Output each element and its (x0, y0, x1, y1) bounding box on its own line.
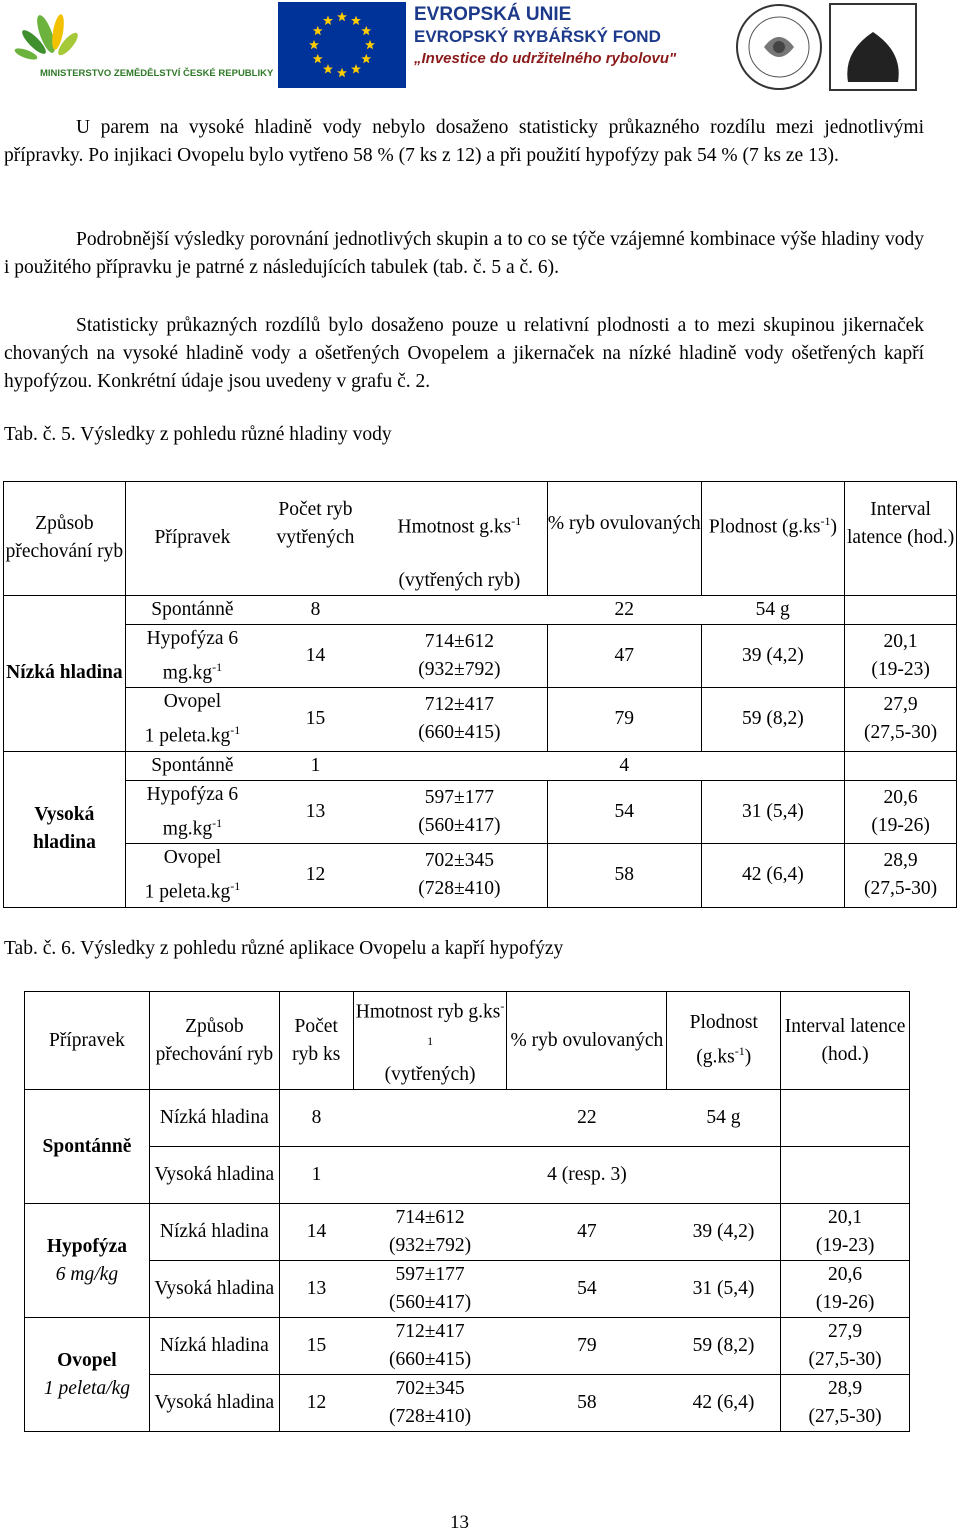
mass-cell: 597±177 (560±417) (372, 780, 548, 844)
page-number: 13 (450, 1512, 469, 1533)
t6-header-pocet: Počet ryb ks (279, 992, 353, 1090)
t6-header-zpusob: Způsob přechování ryb (149, 992, 279, 1090)
t5-header-zpusob: Způsob přechování ryb (4, 482, 126, 596)
fish-institute-logo-icon (828, 2, 918, 92)
ovul-cell: 22 (507, 1090, 667, 1147)
t5-header-hmotnost: Hmotnost $g.ks^{-1}$ (372, 482, 548, 567)
preparation-group: Spontánně (25, 1090, 150, 1204)
latency-cell: 27,9 (27,5-30) (845, 688, 957, 752)
prep-cell: Spontánně (125, 751, 259, 780)
latency-cell: 28,9 (27,5-30) (781, 1375, 910, 1432)
count-cell: 13 (279, 1261, 353, 1318)
water-level-group: Nízká hladina (4, 595, 126, 751)
ovul-cell: 79 (547, 688, 701, 752)
eu-flag-icon (278, 2, 406, 88)
latency-cell: 20,1 (19-23) (781, 1204, 910, 1261)
ovul-cell: 58 (507, 1375, 667, 1432)
ovul-cell: 54 (547, 780, 701, 844)
water-level-cell: Vysoká hladina (149, 1375, 279, 1432)
fert-cell: 59 (8,2) (667, 1318, 781, 1375)
latency-cell (781, 1147, 910, 1204)
mass-cell (372, 595, 548, 624)
latency-cell: 27,9 (27,5-30) (781, 1318, 910, 1375)
ovul-cell: 54 (507, 1261, 667, 1318)
latency-cell: 20,1 (19-23) (845, 624, 957, 688)
t6-header-ovul: % ryb ovulovaných (507, 992, 667, 1090)
count-cell: 12 (259, 844, 372, 908)
latency-cell: 20,6 (19-26) (845, 780, 957, 844)
fert-cell: 31 (5,4) (667, 1261, 781, 1318)
fert-cell: 42 (6,4) (701, 844, 845, 908)
ovul-cell: 4 (547, 751, 701, 780)
preparation-group: Ovopel 1 peleta/kg (25, 1318, 150, 1432)
t6-header-interval: Interval latence (hod.) (781, 992, 910, 1090)
t6-header-plodnost: Plodnost $(g.ks^{-1})$ (667, 992, 781, 1090)
t5-header-interval: Interval latence (hod.) (845, 482, 957, 567)
latency-cell (845, 595, 957, 624)
t5-header-pripravek: Přípravek (125, 482, 259, 596)
paragraph-2: Podrobnější výsledky porovnání jednotlivých skupin a to co se týče vzájemné kombinace výše hladiny vody i použitého přípravku je patrné z následujících tabulek (tab. č. 5 a č. 6). (4, 229, 924, 278)
ovul-cell: 4 (resp. 3) (507, 1147, 667, 1204)
ovul-cell: 22 (547, 595, 701, 624)
t5-header-plodnost: Plodnost $(g.ks^{-1})$ (701, 482, 845, 567)
count-cell: 14 (279, 1204, 353, 1261)
count-cell: 8 (259, 595, 372, 624)
page-header (0, 0, 960, 95)
latency-cell (781, 1090, 910, 1147)
university-seal-icon (734, 2, 824, 92)
fert-cell (701, 751, 845, 780)
table5-caption: Tab. č. 5. Výsledky z pohledu různé hladiny vody (4, 424, 392, 445)
count-cell: 14 (259, 624, 372, 688)
prep-cell: Spontánně (125, 595, 259, 624)
count-cell: 8 (279, 1090, 353, 1147)
mass-cell: 714±612 (932±792) (353, 1204, 507, 1261)
t5-header-hmotnost-sub: (vytřených ryb) (372, 567, 548, 596)
prep-cell: Ovopel 1 $peleta.kg^{-1}$ (125, 844, 259, 908)
mass-cell: 714±612 (932±792) (372, 624, 548, 688)
mass-cell: 712±417 (660±415) (353, 1318, 507, 1375)
count-cell: 15 (259, 688, 372, 752)
count-cell: 1 (259, 751, 372, 780)
fert-cell: 54 g (701, 595, 845, 624)
ovul-cell: 58 (547, 844, 701, 908)
eu-line-1: EVROPSKÁ UNIE (414, 4, 572, 25)
water-level-cell: Vysoká hladina (149, 1147, 279, 1204)
mass-cell: 702±345 (728±410) (353, 1375, 507, 1432)
ovul-cell: 47 (507, 1204, 667, 1261)
fert-cell: 59 (8,2) (701, 688, 845, 752)
ministry-name: MINISTERSTVO ZEMĚDĚLSTVÍ ČESKÉ REPUBLIKY (40, 68, 274, 79)
water-level-cell: Nízká hladina (149, 1090, 279, 1147)
latency-cell (845, 751, 957, 780)
prep-cell: Ovopel 1 $peleta.kg^{-1}$ (125, 688, 259, 752)
count-cell: 12 (279, 1375, 353, 1432)
latency-cell: 28,9 (27,5-30) (845, 844, 957, 908)
mass-cell: 597±177 (560±417) (353, 1261, 507, 1318)
water-level-cell: Nízká hladina (149, 1318, 279, 1375)
mass-cell: 702±345 (728±410) (372, 844, 548, 908)
prep-cell: Hypofýza 6 $mg.kg^{-1}$ (125, 780, 259, 844)
paragraph-3: Statisticky průkazných rozdílů bylo dosaženo pouze u relativní plodnosti a to mezi skupinou jikernaček chovaných na vysoké hladině vody a ošetřených Ovopelem a jikernaček na nízké hladině vody ošetřených kapří hypofýzou. Konkrétní údaje jsou uvedeny v grafu č. 2. (4, 315, 924, 392)
ovul-cell: 79 (507, 1318, 667, 1375)
t6-header-hmotnost: Hmotnost ryb $g.ks^{-1}$ (vytřených) (353, 992, 507, 1090)
ovul-cell: 47 (547, 624, 701, 688)
mass-cell (353, 1147, 507, 1204)
water-level-cell: Vysoká hladina (149, 1261, 279, 1318)
fert-cell: 42 (6,4) (667, 1375, 781, 1432)
eu-slogan: „Investice do udržitelného rybolovu" (414, 50, 677, 67)
fert-cell: 39 (4,2) (667, 1204, 781, 1261)
mass-cell (353, 1090, 507, 1147)
preparation-group: Hypofýza 6 mg/kg (25, 1204, 150, 1318)
count-cell: 15 (279, 1318, 353, 1375)
t5-header-ovul: % ryb ovulovaných (547, 482, 701, 567)
latency-cell: 20,6 (19-26) (781, 1261, 910, 1318)
table-5 (3, 481, 957, 908)
count-cell: 13 (259, 780, 372, 844)
eu-line-2: EVROPSKÝ RYBÁŘSKÝ FOND (414, 27, 661, 46)
eu-fund-text (414, 4, 676, 70)
t6-header-pripravek: Přípravek (25, 992, 150, 1090)
mass-cell: 712±417 (660±415) (372, 688, 548, 752)
fert-cell (667, 1147, 781, 1204)
prep-cell: Hypofýza 6 $mg.kg^{-1}$ (125, 624, 259, 688)
table6-caption: Tab. č. 6. Výsledky z pohledu různé aplikace Ovopelu a kapří hypofýzy (4, 938, 564, 959)
paragraph-1: U parem na vysoké hladině vody nebylo dosaženo statisticky průkazného rozdílu mezi jednotlivými přípravky. Po injikaci Ovopelu bylo vytřeno 58 % (7 ks z 12) a při použití hypofýzy pak 54 % (7 ks ze 13). (4, 117, 924, 166)
fert-cell: 54 g (667, 1090, 781, 1147)
t5-header-pocet: Počet ryb vytřených (259, 482, 372, 567)
water-level-cell: Nízká hladina (149, 1204, 279, 1261)
fert-cell: 31 (5,4) (701, 780, 845, 844)
fert-cell: 39 (4,2) (701, 624, 845, 688)
mass-cell (372, 751, 548, 780)
table-6 (24, 991, 910, 1432)
count-cell: 1 (279, 1147, 353, 1204)
water-level-group: Vysoká hladina (4, 751, 126, 907)
